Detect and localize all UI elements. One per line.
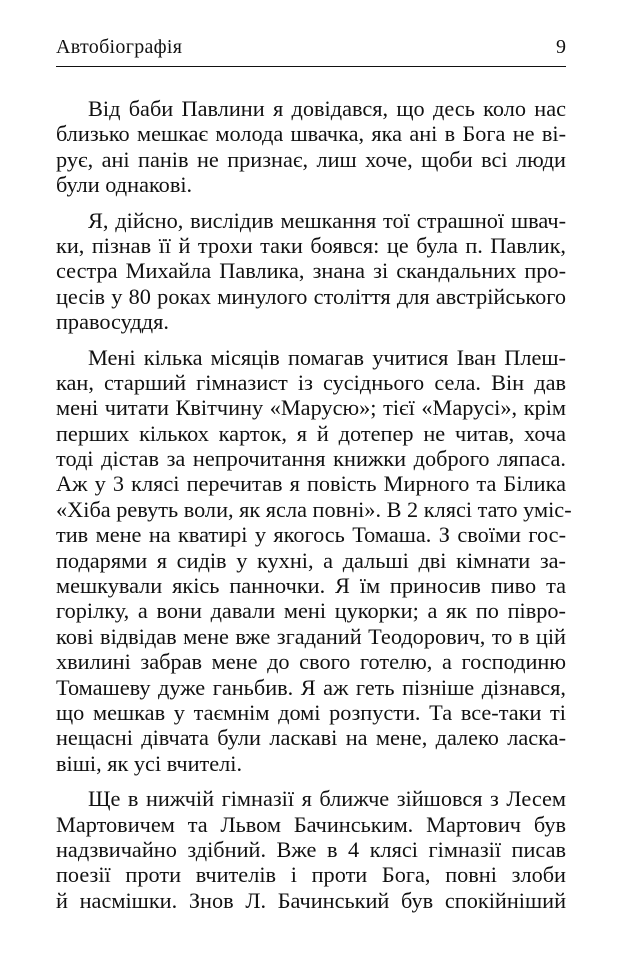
page-header [56, 36, 566, 66]
paragraph [56, 786, 566, 913]
paragraph [56, 344, 572, 777]
text-line: Ще в нижчій гімназії я ближче зійшовся з Лесем [88, 786, 566, 812]
page-number: 9 [556, 36, 566, 58]
body-text [56, 96, 572, 913]
text-line: надзвичайно здібний. Вже в 4 клясі гімназії писав [56, 836, 566, 862]
text-line: що мешкав у таємнім домі розпусти. Та все-таки ті [56, 699, 566, 725]
text-line: рує, ані панів не признає, лиш хоче, щоби всі люди [56, 146, 566, 172]
text-line: поезії проти вчителів і проти Бога, повні злоби [56, 862, 566, 888]
text-line: віші, як усі вчителі. [56, 750, 243, 776]
text-line: кан, старший гімназист із сусіднього села. Він дав [56, 369, 566, 395]
text-line: близько мешкає молода швачка, яка ані в Бога не ві- [56, 121, 566, 147]
text-line: Томашеву дуже ганьбив. Я аж геть пізніше дізнався, [56, 674, 566, 700]
text-line: ки, пізнав її й трохи таки боявся: це була п. Павлик, [56, 232, 566, 258]
text-line: були однакові. [56, 172, 193, 198]
text-line: Від баби Павлини я довідався, що десь коло нас [88, 96, 566, 121]
text-line: тив мене на кватирі у якогось Томаша. З своїми гос- [56, 522, 566, 548]
text-line: Аж у 3 клясі перечитав я повість Мирного та Білика [56, 471, 566, 497]
paragraph [56, 96, 566, 198]
text-line: кові відвідав мене вже згаданий Теодорович, то в цій [56, 623, 566, 649]
text-line: мені читати Квітчину «Марусю»; тієї «Марусі», крім [56, 395, 566, 421]
paragraph [56, 208, 566, 335]
text-line: горілку, а вони давали мені цукорки; а як по півро- [56, 598, 566, 624]
text-line: подарями я сидів у кухні, а дальші дві кімнати за- [56, 547, 566, 573]
header-rule [56, 66, 566, 67]
text-line: й насмішки. Знов Л. Бачинський був спокійніший [56, 887, 566, 913]
text-line: сестра Михайла Павлика, знана зі скандальних про- [56, 258, 566, 284]
text-line: хвилині забрав мене до свого готелю, а господиню [56, 649, 566, 675]
text-line: цесів у 80 роках минулого століття для австрійського [56, 283, 566, 309]
text-line: «Хіба ревуть воли, як ясла повні». В 2 клясі тато уміс- [56, 496, 572, 522]
text-line: мешкували якісь панночки. Я їм приносив пиво та [56, 573, 566, 599]
running-title: Автобіографія [56, 36, 183, 58]
text-line: перших кількох карток, я й дотепер не читав, хоча [56, 420, 566, 446]
text-line: Мені кілька місяців помагав учитися Іван Плеш- [88, 344, 566, 370]
text-line: нещасні дівчата були ласкаві на мене, далеко ласка- [56, 725, 566, 751]
text-line: Я, дійсно, вислідив мешкання тої страшної швач- [88, 207, 566, 233]
text-line: Мартовичем та Львом Бачинським. Мартович був [56, 811, 566, 837]
text-line: тоді дістав за непрочитання книжки доброго ляпаса. [56, 446, 566, 472]
text-line: правосуддя. [56, 309, 169, 335]
